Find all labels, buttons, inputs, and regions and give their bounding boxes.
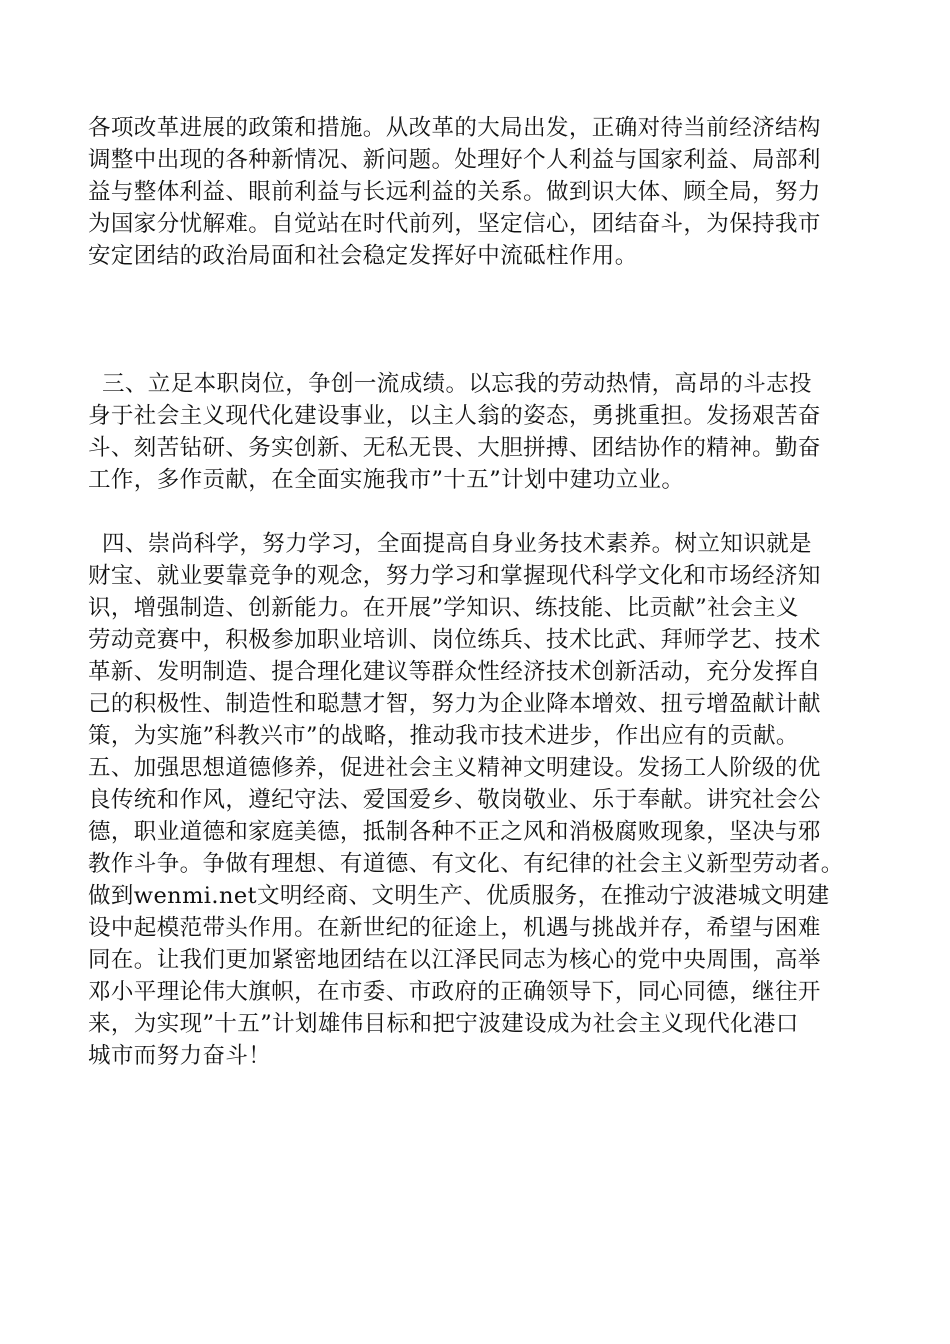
document-page (88, 112, 878, 1072)
text-line: 邓小平理论伟大旗帜，在市委、市政府的正确领导下，同心同德，继往开 (88, 979, 821, 1005)
text-line: 策，为实施”科教兴市”的战略，推动我市技术进步，作出应有的贡献。 (88, 723, 799, 749)
text-line: 劳动竞赛中，积极参加职业培训、岗位练兵、技术比武、拜师学艺、技术 (88, 627, 821, 653)
text-line: 良传统和作风，遵纪守法、爱国爱乡、敬岗敬业、乐于奉献。讲究社会公 (88, 787, 821, 813)
paragraph-spacer (88, 496, 878, 528)
text-line: 做到wenmi.net文明经商、文明生产、优质服务，在推动宁波港城文明建 (88, 883, 830, 909)
text-line: 调整中出现的各种新情况、新问题。处理好个人利益与国家利益、局部利 (88, 147, 821, 173)
text-line: 各项改革进展的政策和措施。从改革的大局出发，正确对待当前经济结构 (88, 115, 821, 141)
text-line: 来，为实现”十五”计划雄伟目标和把宁波建设成为社会主义现代化港口 (88, 1011, 799, 1037)
text-line: 益与整体利益、眼前利益与长远利益的关系。做到识大体、顾全局，努力 (88, 179, 821, 205)
text-line: 识，增强制造、创新能力。在开展”学知识、练技能、比贡献”社会主义 (88, 595, 799, 621)
text-line: 三、立足本职岗位，争创一流成绩。以忘我的劳动热情，高昂的斗志投 (102, 371, 812, 397)
text-line: 财宝、就业要靠竞争的观念，努力学习和掌握现代科学文化和市场经济知 (88, 563, 821, 589)
text-line: 德，职业道德和家庭美德，抵制各种不正之风和消极腐败现象，坚决与邪 (88, 819, 821, 845)
text-line: 安定团结的政治局面和社会稳定发挥好中流砥柱作用。 (88, 243, 638, 269)
text-line: 斗、刻苦钻研、务实创新、无私无畏、大胆拼搏、团结协作的精神。勤奋 (88, 435, 821, 461)
text-line: 设中起模范带头作用。在新世纪的征途上，机遇与挑战并存，希望与困难 (88, 915, 821, 941)
paragraph-section-three (88, 368, 878, 496)
text-line: 城市而努力奋斗！ (88, 1043, 272, 1069)
text-line: 己的积极性、制造性和聪慧才智，努力为企业降本增效、扭亏增盈献计献 (88, 691, 821, 717)
text-line: 工作，多作贡献，在全面实施我市”十五”计划中建功立业。 (88, 467, 685, 493)
paragraph-reform-policies (88, 112, 878, 272)
text-line: 身于社会主义现代化建设事业，以主人翁的姿态，勇挑重担。发扬艰苦奋 (88, 403, 821, 429)
text-line: 教作斗争。争做有理想、有道德、有文化、有纪律的社会主义新型劳动者。 (88, 851, 844, 877)
text-line: 五、加强思想道德修养，促进社会主义精神文明建设。发扬工人阶级的优 (88, 755, 821, 781)
text-line: 同在。让我们更加紧密地团结在以江泽民同志为核心的党中央周围，高举 (88, 947, 821, 973)
text-line: 四、崇尚科学，努力学习，全面提高自身业务技术素养。树立知识就是 (102, 531, 812, 557)
paragraph-spacer (88, 336, 878, 368)
text-line: 革新、发明制造、提合理化建议等群众性经济技术创新活动，充分发挥自 (88, 659, 821, 685)
text-line: 为国家分忧解难。自觉站在时代前列，坚定信心，团结奋斗，为保持我市 (88, 211, 821, 237)
paragraph-spacer (88, 272, 878, 336)
paragraph-section-four-five (88, 528, 878, 1072)
